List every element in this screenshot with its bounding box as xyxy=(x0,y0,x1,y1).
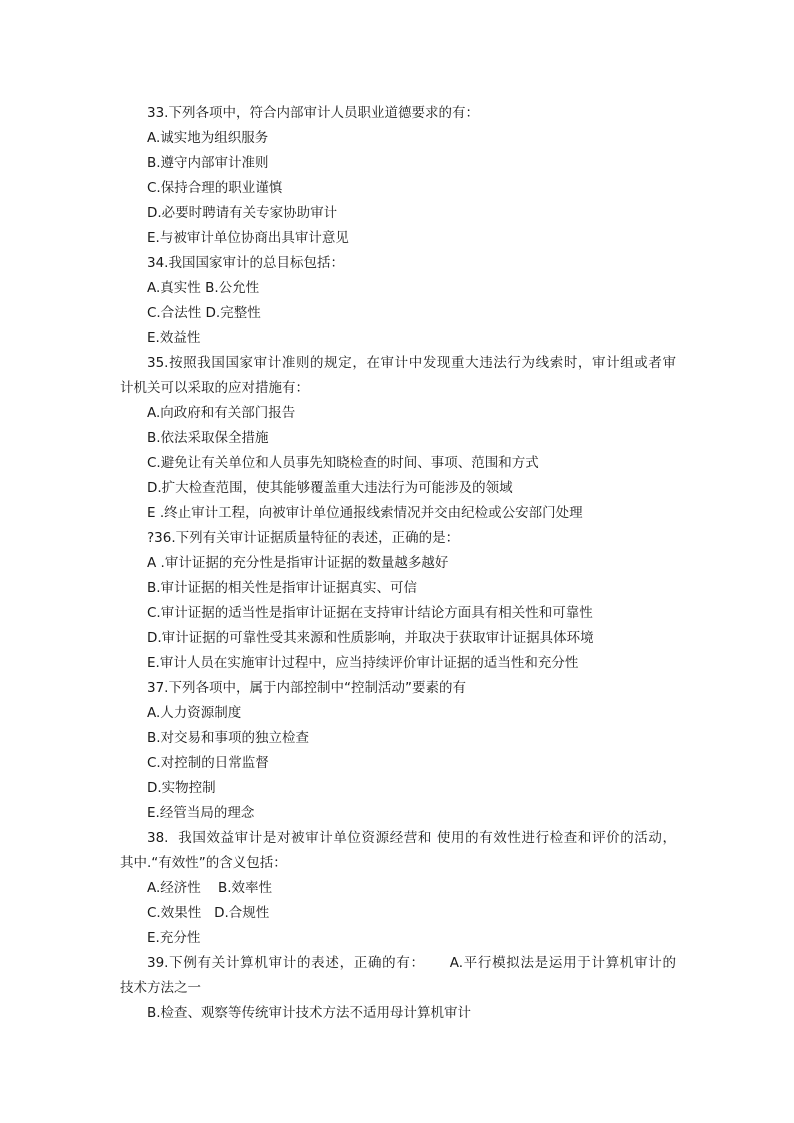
question-35-stem: 35.按照我国国家审计准则的规定，在审计中发现重大违法行为线索时，审计组或者审 xyxy=(147,355,676,371)
question-33-option-a: A.诚实地为组织服务 xyxy=(147,130,269,146)
question-36-option-c: C.审计证据的适当性是指审计证据在支持审计结论方面具有相关性和可靠性 xyxy=(147,605,593,621)
question-35-option-b: B.依法采取保全措施 xyxy=(147,430,269,446)
question-36-option-b: B.审计证据的相关性是指审计证据真实、可信 xyxy=(147,580,418,596)
question-35-option-d: D.扩大检查范围，使其能够覆盖重大违法行为可能涉及的领域 xyxy=(147,480,513,496)
question-37-option-e: E.经管当局的理念 xyxy=(147,805,255,821)
question-35-stem-continued: 计机关可以采取的应对措施有： xyxy=(120,380,309,396)
question-39-stem-continued: 技术方法之一 xyxy=(120,980,201,996)
question-34-stem: 34.我国国家审计的总目标包括： xyxy=(147,255,344,271)
question-33-option-c: C.保持合理的职业谨慎 xyxy=(147,180,283,196)
question-33-option-d: D.必要时聘请有关专家协助审计 xyxy=(147,205,338,221)
question-37-option-c: C.对控制的日常监督 xyxy=(147,755,269,771)
question-36-stem: ?36.下列有关审计证据质量特征的表述，正确的是： xyxy=(147,530,460,546)
question-38-options-cd: C.效果性 D.合规性 xyxy=(147,905,270,921)
question-34-options-ab: A.真实性 B.公允性 xyxy=(147,280,260,296)
question-38-options-ab: A.经济性 B.效率性 xyxy=(147,880,273,896)
question-35-option-a: A.向政府和有关部门报告 xyxy=(147,405,296,421)
question-37-option-a: A.人力资源制度 xyxy=(147,705,242,721)
question-37-option-d: D.实物控制 xyxy=(147,780,216,796)
question-35-option-e: E .终止审计工程，向被审计单位通报线索情况并交由纪检或公安部门处理 xyxy=(147,505,583,521)
question-36-option-e: E.审计人员在实施审计过程中，应当持续评价审计证据的适当性和充分性 xyxy=(147,655,579,671)
question-34-option-e: E.效益性 xyxy=(147,330,201,346)
question-35-option-c: C.避免让有关单位和人员事先知晓检查的时间、事项、范围和方式 xyxy=(147,455,539,471)
question-37-stem: 37.下列各项中，属于内部控制中“控制活动”要素的有 xyxy=(147,680,466,696)
question-38-stem-continued: 其中.“有效性”的含义包括： xyxy=(120,855,287,871)
question-37-option-b: B.对交易和事项的独立检查 xyxy=(147,730,310,746)
question-36-option-d: D.审计证据的可靠性受其来源和性质影响，并取决于获取审计证据具体环境 xyxy=(147,630,594,646)
question-33-stem: 33.下列各项中，符合内部审计人员职业道德要求的有： xyxy=(147,105,479,121)
question-38-option-e: E.充分性 xyxy=(147,930,201,946)
question-33-option-e: E.与被审计单位协商出具审计意见 xyxy=(147,230,349,246)
question-38-stem: 38. 我国效益审计是对被审计单位资源经营和 使用的有效性进行检查和评价的活动， xyxy=(147,830,676,846)
question-36-option-a: A .审计证据的充分性是指审计证据的数量越多越好 xyxy=(147,555,449,571)
document-body xyxy=(120,101,676,1026)
question-39-stem: 39.下例有关计算机审计的表述，正确的有： A.平行模拟法是运用于计算机审计的 xyxy=(147,955,676,971)
question-39-option-b: B.检查、观察等传统审计技术方法不适用母计算机审计 xyxy=(147,1005,472,1021)
question-33-option-b: B.遵守内部审计准则 xyxy=(147,155,269,171)
question-34-options-cd: C.合法性 D.完整性 xyxy=(147,305,261,321)
